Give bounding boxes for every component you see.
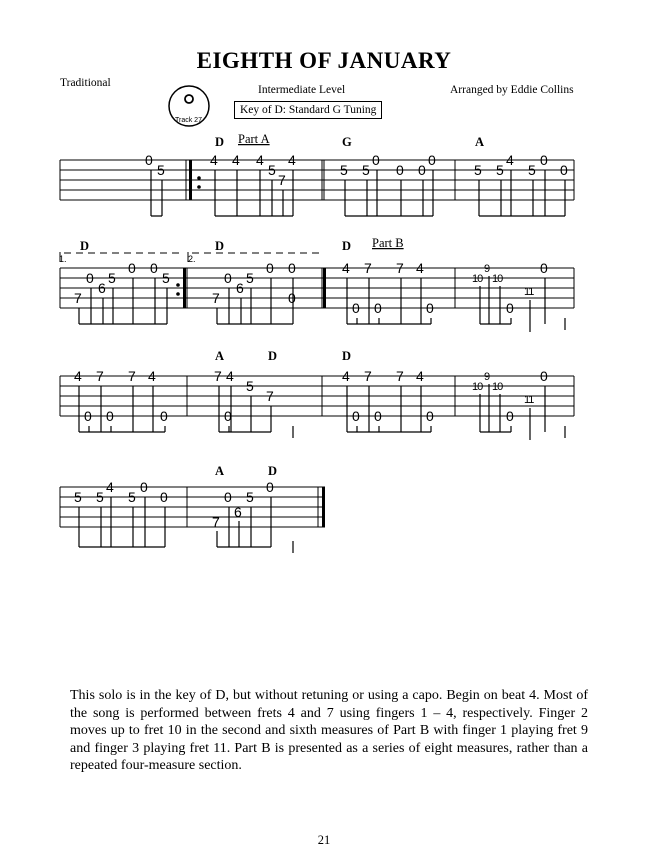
svg-text:0: 0	[84, 408, 92, 424]
svg-text:6: 6	[98, 280, 106, 296]
chord-label: D	[215, 239, 225, 253]
svg-text:5: 5	[496, 162, 504, 178]
svg-text:7: 7	[364, 260, 372, 276]
svg-text:4: 4	[74, 368, 82, 384]
svg-text:7: 7	[74, 290, 82, 306]
svg-text:4: 4	[226, 368, 234, 384]
svg-text:0: 0	[224, 408, 232, 424]
chord-label: D	[342, 349, 352, 363]
svg-text:0: 0	[160, 408, 168, 424]
chord-label: D	[268, 464, 278, 478]
tab-system-2	[59, 236, 574, 332]
svg-text:6: 6	[234, 504, 242, 520]
svg-text:5: 5	[340, 162, 348, 178]
tab-system-1	[60, 132, 574, 216]
chord-label: D	[215, 135, 225, 149]
svg-text:11: 11	[524, 394, 534, 406]
svg-text:9: 9	[484, 263, 490, 275]
svg-text:0: 0	[224, 489, 232, 505]
svg-text:0: 0	[418, 162, 426, 178]
part-b-label: Part B	[372, 236, 404, 250]
svg-text:7: 7	[396, 368, 404, 384]
chord-label: G	[342, 135, 352, 149]
svg-text:0: 0	[540, 152, 548, 168]
svg-text:0: 0	[145, 152, 153, 168]
svg-text:4: 4	[232, 152, 240, 168]
chord-label: D	[80, 239, 90, 253]
chord-label: D	[342, 239, 352, 253]
svg-text:10: 10	[492, 381, 503, 393]
svg-text:0: 0	[352, 300, 360, 316]
svg-text:0: 0	[372, 152, 380, 168]
svg-text:5: 5	[474, 162, 482, 178]
svg-text:7: 7	[266, 388, 274, 404]
svg-text:10: 10	[472, 381, 483, 393]
key-box: Key of D: Standard G Tuning	[234, 101, 382, 119]
svg-text:5: 5	[246, 270, 254, 286]
level-label: Intermediate Level	[258, 84, 346, 96]
svg-text:7: 7	[364, 368, 372, 384]
second-ending-label: 2.	[188, 254, 196, 264]
svg-text:0: 0	[86, 270, 94, 286]
svg-text:4: 4	[416, 260, 424, 276]
svg-text:7: 7	[128, 368, 136, 384]
svg-text:0: 0	[150, 260, 158, 276]
svg-text:4: 4	[148, 368, 156, 384]
svg-text:10: 10	[472, 273, 483, 285]
svg-text:0: 0	[128, 260, 136, 276]
tab-system-3	[60, 349, 574, 440]
svg-text:5: 5	[128, 489, 136, 505]
svg-text:0: 0	[374, 300, 382, 316]
svg-text:5: 5	[362, 162, 370, 178]
svg-text:0: 0	[560, 162, 568, 178]
chord-label: A	[215, 349, 225, 363]
svg-text:4: 4	[106, 479, 114, 495]
svg-text:11: 11	[524, 286, 534, 298]
svg-text:5: 5	[246, 378, 254, 394]
track-label: Track 27	[175, 117, 202, 124]
svg-text:4: 4	[342, 260, 350, 276]
first-ending-label: 1.	[59, 254, 67, 264]
svg-text:4: 4	[506, 152, 514, 168]
svg-text:7: 7	[214, 368, 222, 384]
svg-text:0: 0	[224, 270, 232, 286]
svg-text:0: 0	[426, 408, 434, 424]
svg-text:9: 9	[484, 371, 490, 383]
svg-text:0: 0	[396, 162, 404, 178]
arranger-label: Arranged by Eddie Collins	[450, 84, 574, 96]
svg-text:0: 0	[426, 300, 434, 316]
svg-text:10: 10	[492, 273, 503, 285]
description-paragraph: This solo is in the key of D, but without retuning or using a capo. Begin on beat 4. Most of the song is performed between frets 4 and 7 using fingers 1 – 4, respectively. Finger 2 moves up to fret 10 in the second and sixth measures of Part B with finger 1 playing fret 9 and finger 3 playing fret 11. Part B is presented as a series of eight measures, rather than a repeated four-measure section.	[70, 688, 588, 774]
svg-text:4: 4	[342, 368, 350, 384]
svg-text:6: 6	[236, 280, 244, 296]
svg-text:0: 0	[540, 260, 548, 276]
svg-text:0: 0	[140, 479, 148, 495]
svg-text:4: 4	[288, 152, 296, 168]
svg-text:0: 0	[106, 408, 114, 424]
svg-text:4: 4	[416, 368, 424, 384]
svg-text:7: 7	[278, 172, 286, 188]
svg-text:0: 0	[428, 152, 436, 168]
svg-text:0: 0	[288, 260, 296, 276]
source-label: Traditional	[60, 77, 111, 89]
svg-text:4: 4	[256, 152, 264, 168]
svg-text:0: 0	[506, 300, 514, 316]
svg-text:7: 7	[212, 290, 220, 306]
svg-text:5: 5	[108, 270, 116, 286]
svg-text:7: 7	[212, 514, 220, 530]
part-a-label: Part A	[238, 132, 270, 146]
svg-text:4: 4	[210, 152, 218, 168]
tab-system-4	[60, 464, 325, 553]
svg-text:5: 5	[157, 162, 165, 178]
svg-text:0: 0	[352, 408, 360, 424]
svg-text:5: 5	[268, 162, 276, 178]
svg-text:0: 0	[266, 260, 274, 276]
chord-label: D	[268, 349, 278, 363]
svg-text:0: 0	[540, 368, 548, 384]
svg-text:5: 5	[528, 162, 536, 178]
svg-text:0: 0	[266, 479, 274, 495]
page-number: 21	[317, 833, 331, 847]
svg-text:7: 7	[96, 368, 104, 384]
song-title: EIGHTH OF JANUARY	[196, 48, 452, 73]
svg-text:5: 5	[246, 489, 254, 505]
svg-text:5: 5	[162, 270, 170, 286]
svg-text:0: 0	[160, 489, 168, 505]
svg-text:0: 0	[506, 408, 514, 424]
stems-beams	[79, 497, 293, 553]
chord-label: A	[215, 464, 225, 478]
svg-text:0: 0	[288, 290, 296, 306]
svg-text:0: 0	[374, 408, 382, 424]
svg-text:7: 7	[396, 260, 404, 276]
svg-text:5: 5	[74, 489, 82, 505]
chord-label: A	[475, 135, 485, 149]
svg-text:5: 5	[96, 489, 104, 505]
